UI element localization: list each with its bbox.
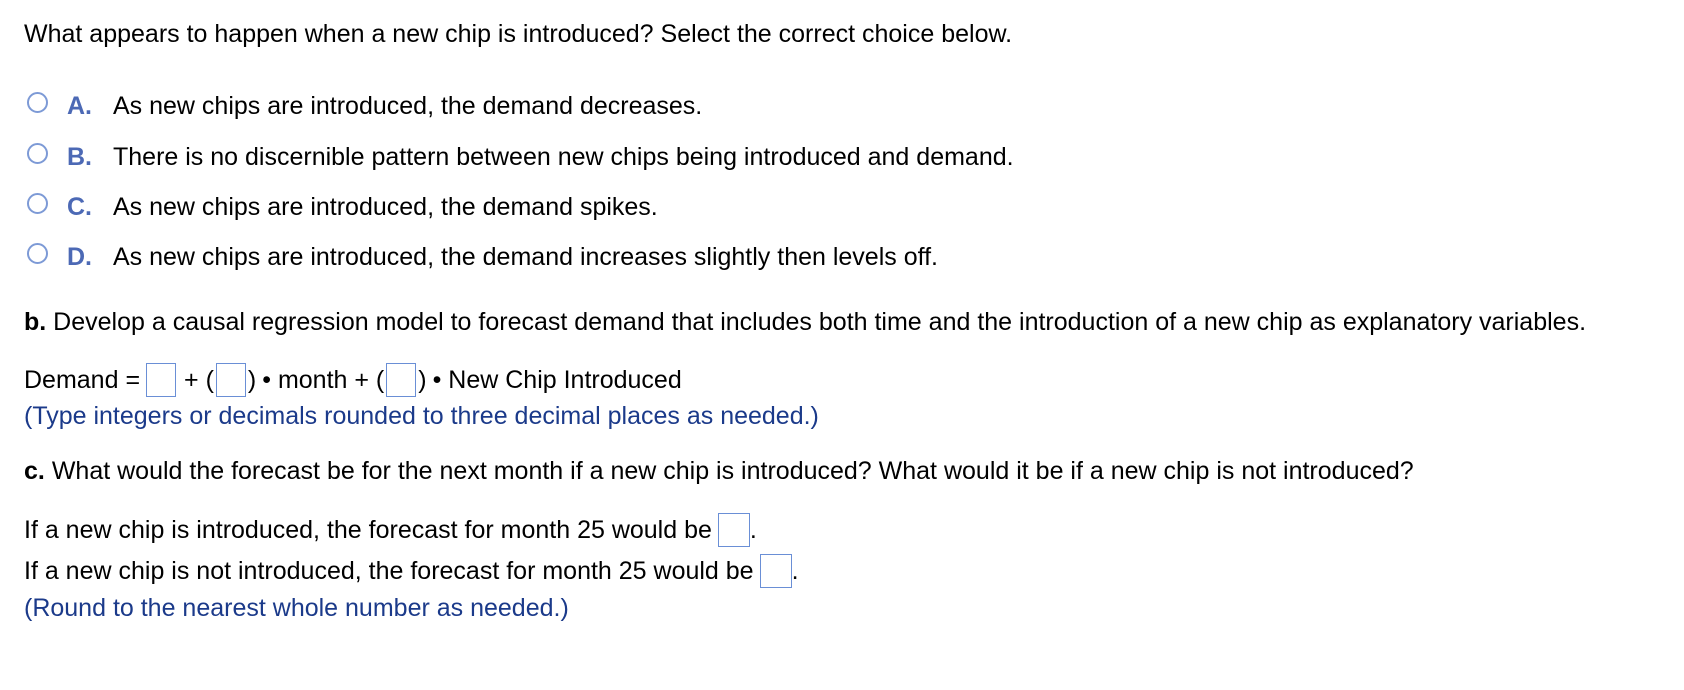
choice-b-letter: B. xyxy=(67,143,92,171)
regression-equation xyxy=(24,363,684,397)
forecast-with-chip-period: . xyxy=(749,515,757,544)
equation-close-2: ) xyxy=(418,365,427,394)
forecast-with-chip-input[interactable] xyxy=(718,513,750,547)
equation-plus-open: + ( xyxy=(184,365,214,394)
equation-month-term: • month + ( xyxy=(262,365,385,394)
new-chip-coefficient-input[interactable] xyxy=(386,363,416,397)
forecast-without-chip-row xyxy=(24,554,799,588)
choice-d-text: As new chips are introduced, the demand increases slightly then levels off. xyxy=(113,243,938,271)
forecast-with-chip-row xyxy=(24,513,757,547)
part-c-note: (Round to the nearest whole number as needed.) xyxy=(24,594,569,622)
part-b-text: Develop a causal regression model to forecast demand that includes both time and the introduction of a new chip as explanatory variables. xyxy=(53,308,1587,336)
part-c-label: c. xyxy=(24,457,45,485)
choice-a-text: As new chips are introduced, the demand decreases. xyxy=(113,92,703,120)
forecast-without-chip-label: If a new chip is not introduced, the forecast for month 25 would be xyxy=(24,556,754,585)
equation-lhs: Demand = xyxy=(24,365,141,394)
part-c-text: What would the forecast be for the next month if a new chip is introduced? What would it be if a new chip is not introduced? xyxy=(51,457,1414,485)
choice-d-letter: D. xyxy=(67,243,92,271)
choice-a-radio[interactable] xyxy=(27,92,48,113)
choice-b-text: There is no discernible pattern between new chips being introduced and demand. xyxy=(113,143,1014,171)
part-c-prompt xyxy=(24,456,1414,486)
equation-close-1: ) xyxy=(247,365,257,394)
month-coefficient-input[interactable] xyxy=(216,363,246,397)
choice-c-letter: C. xyxy=(67,193,92,221)
part-b-label: b. xyxy=(24,308,47,336)
forecast-without-chip-period: . xyxy=(791,556,799,585)
part-b-note: (Type integers or decimals rounded to three decimal places as needed.) xyxy=(24,402,819,430)
choice-a-letter: A. xyxy=(67,92,92,120)
choice-b-radio[interactable] xyxy=(27,143,48,164)
intercept-input[interactable] xyxy=(146,363,176,397)
choice-c-text: As new chips are introduced, the demand spikes. xyxy=(113,193,658,221)
question-text: What appears to happen when a new chip is introduced? Select the correct choice below. xyxy=(24,20,1013,48)
equation-new-chip-term: • New Chip Introduced xyxy=(432,365,682,394)
forecast-without-chip-input[interactable] xyxy=(760,554,792,588)
choice-d-radio[interactable] xyxy=(27,243,48,264)
choice-c-radio[interactable] xyxy=(27,193,48,214)
forecast-with-chip-label: If a new chip is introduced, the forecast for month 25 would be xyxy=(24,515,712,544)
part-b-prompt xyxy=(24,307,1586,337)
